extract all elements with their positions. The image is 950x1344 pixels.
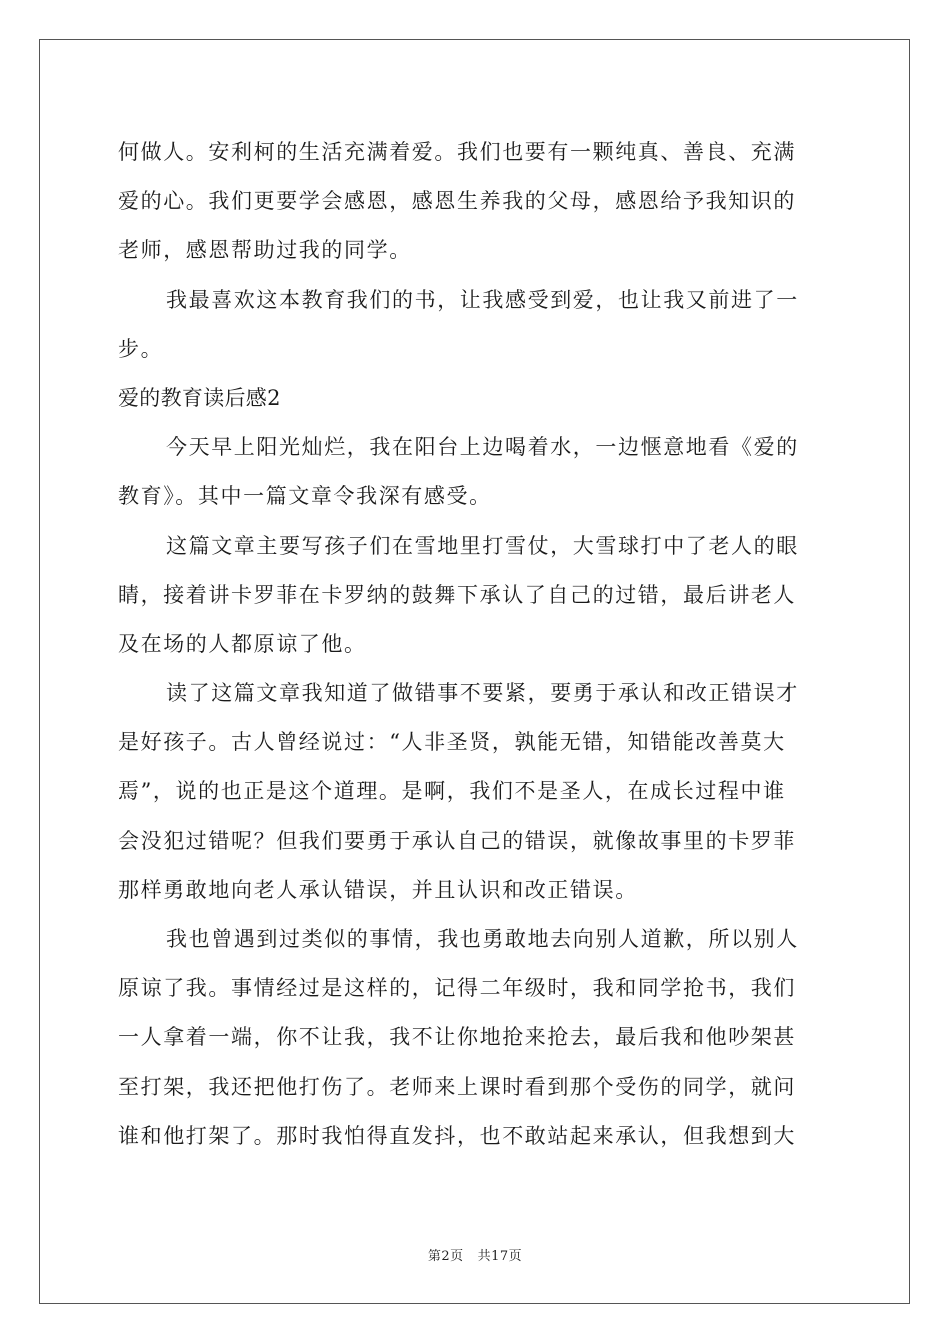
text-line: 读了这篇文章我知道了做错事不要紧，要勇于承认和改正错误才: [166, 681, 799, 706]
text-line: 原谅了我。事情经过是这样的，记得二年级时，我和同学抢书，我们: [118, 976, 796, 1001]
text-line: 会没犯过错呢？但我们要勇于承认自己的错误，就像故事里的卡罗菲: [118, 828, 796, 853]
section-heading: 爱的教育读后感2: [118, 385, 281, 410]
text-line: 何做人。安利柯的生活充满着爱。我们也要有一颗纯真、善良、充满: [118, 140, 796, 164]
text-line: 谁和他打架了。那时我怕得直发抖，也不敢站起来承认，但我想到大: [118, 1123, 796, 1148]
text-line: 这篇文章主要写孩子们在雪地里打雪仗，大雪球打中了老人的眼: [166, 533, 799, 558]
text-line: 睛，接着讲卡罗菲在卡罗纳的鼓舞下承认了自己的过错，最后讲老人: [118, 582, 796, 607]
text-line: 爱的心。我们更要学会感恩，感恩生养我的父母，感恩给予我知识的: [118, 189, 796, 214]
text-line: 我也曾遇到过类似的事情，我也勇敢地去向别人道歉，所以别人: [166, 927, 799, 951]
page-footer: [0, 1245, 950, 1264]
text-line: 老师，感恩帮助过我的同学。: [118, 238, 412, 263]
text-line: 今天早上阳光灿烂，我在阳台上边喝着水，一边惬意地看《爱的: [166, 435, 799, 460]
text-line: 至打架，我还把他打伤了。老师来上课时看到那个受伤的同学，就问: [118, 1074, 796, 1099]
text-line: 我最喜欢这本教育我们的书，让我感受到爱，也让我又前进了一: [166, 287, 799, 312]
text-line: 那样勇敢地向老人承认错误，并且认识和改正错误。: [118, 877, 638, 902]
page-total: 共17页: [477, 1249, 523, 1264]
text-line: 一人拿着一端，你不让我，我不让你地抢来抢去，最后我和他吵架甚: [118, 1025, 796, 1050]
document-body: [118, 128, 834, 1161]
page-number: 第2页: [427, 1249, 464, 1264]
text-line: 焉”，说的也正是这个道理。是啊，我们不是圣人，在成长过程中谁: [118, 779, 786, 804]
text-line: 步。: [118, 336, 164, 361]
text-line: 教育》。其中一篇文章令我深有感受。: [118, 484, 492, 509]
text-line: 及在场的人都原谅了他。: [118, 631, 367, 656]
text-line: 是好孩子。古人曾经说过：“人非圣贤，孰能无错，知错能改善莫大: [118, 730, 786, 755]
